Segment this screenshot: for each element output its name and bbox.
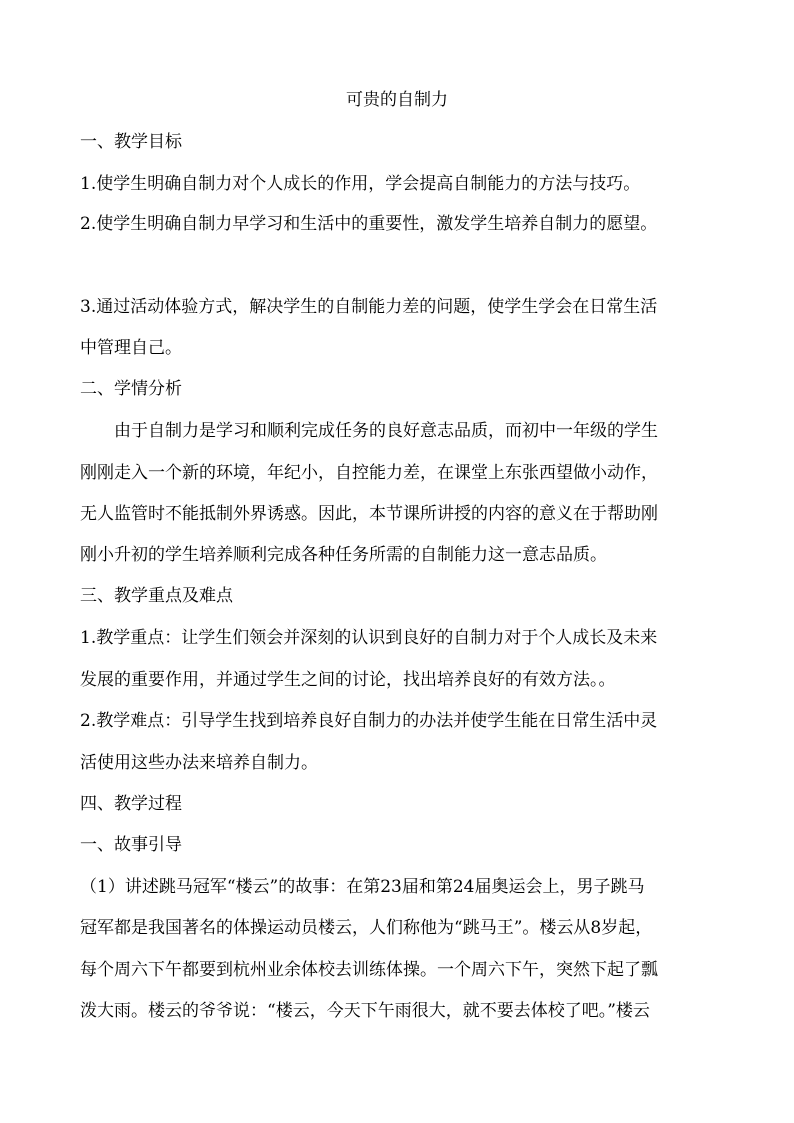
document-title: 可贵的自制力 [346, 90, 448, 110]
story-line-1: （1）讲述跳马冠军“楼云”的故事：在第23届和第24届奥运会上，男子跳马 [80, 877, 645, 897]
analysis-paragraph-line-3: 无人监管时不能抵制外界诱惑。因此，本节课所讲授的内容的意义在于帮助刚 [80, 504, 658, 524]
subheading-story-intro: 一、故事引导 [80, 835, 182, 855]
analysis-paragraph-line-1: 由于自制力是学习和顺利完成任务的良好意志品质，而初中一年级的学生 [114, 421, 658, 441]
goal-item-2: 2.使学生明确自制力早学习和生活中的重要性，激发学生培养自制力的愿望。 [80, 214, 658, 234]
analysis-paragraph-line-2: 刚刚走入一个新的环境，年纪小，自控能力差，在课堂上东张西望做小动作， [80, 463, 658, 483]
section-heading-key-points: 三、教学重点及难点 [80, 586, 233, 606]
story-line-4: 泼大雨。楼云的爷爷说：“楼云，今天下午雨很大，就不要去体校了吧。”楼云 [80, 1001, 650, 1021]
difficulty-line-2: 活使用这些办法来培养自制力。 [80, 753, 318, 773]
section-heading-student-analysis: 二、学情分析 [80, 379, 182, 399]
goal-item-1: 1.使学生明确自制力对个人成长的作用，学会提高自制能力的方法与技巧。 [80, 174, 641, 194]
section-heading-teaching-goals: 一、教学目标 [80, 132, 182, 152]
key-point-line-2: 发展的重要作用，并通过学生之间的讨论，找出培养良好的有效方法。。 [80, 670, 616, 690]
story-line-3: 每个周六下午都要到杭州业余体校去训练体操。一个周六下午，突然下起了瓢 [80, 960, 658, 980]
goal-item-3-line-2: 中管理自己。 [80, 338, 182, 358]
section-heading-teaching-process: 四、教学过程 [80, 794, 182, 814]
difficulty-line-1: 2.教学难点：引导学生找到培养良好自制力的办法并使学生能在日常生活中灵 [80, 711, 658, 731]
story-line-2: 冠军都是我国著名的体操运动员楼云，人们称他为“跳马王”。楼云从8岁起， [80, 918, 653, 938]
goal-item-3-line-1: 3.通过活动体验方式，解决学生的自制能力差的问题，使学生学会在日常生活 [80, 297, 658, 317]
key-point-line-1: 1.教学重点：让学生们领会并深刻的认识到良好的自制力对于个人成长及未来 [80, 628, 658, 648]
analysis-paragraph-line-4: 刚小升初的学生培养顺利完成各种任务所需的自制能力这一意志品质。 [80, 545, 607, 565]
